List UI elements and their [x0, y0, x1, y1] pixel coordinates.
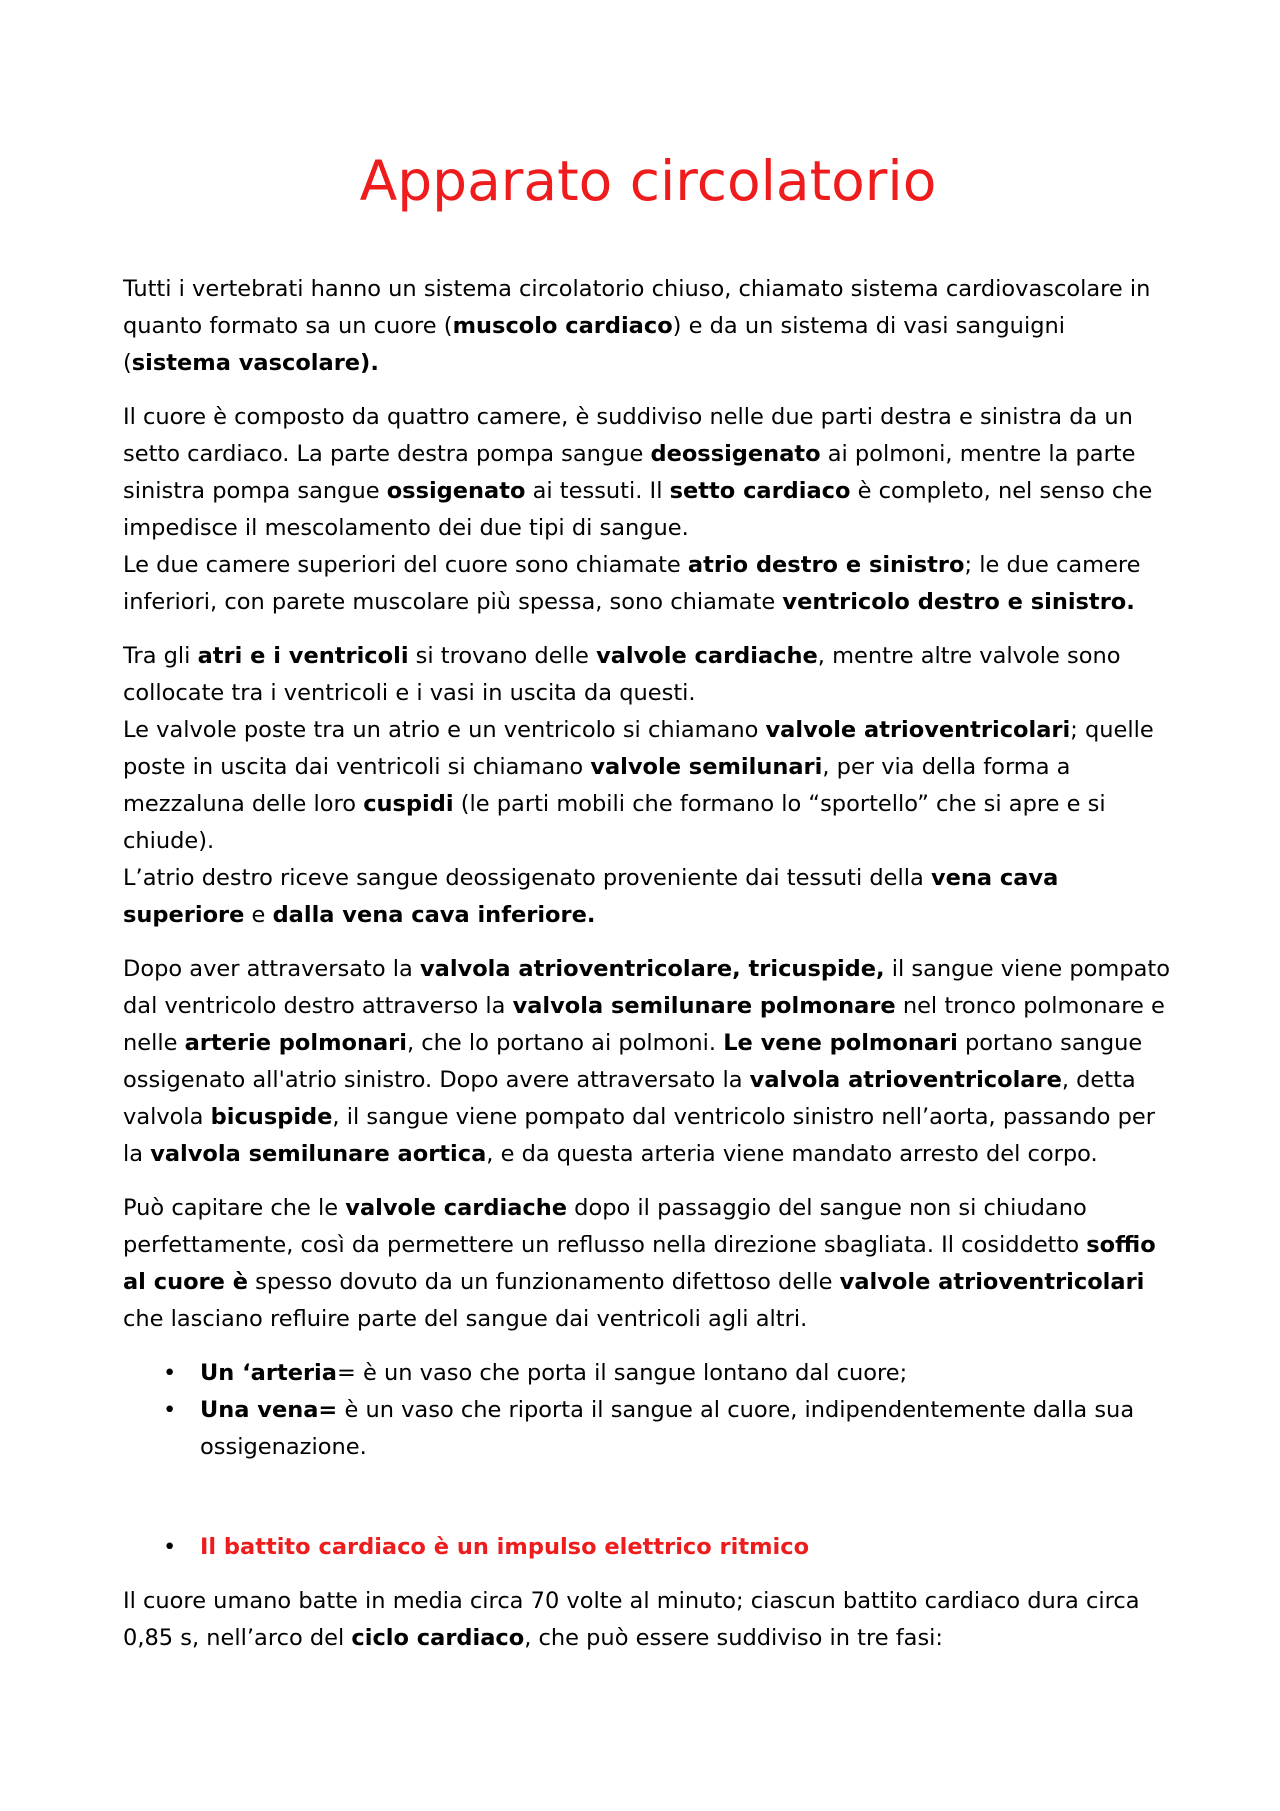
bold-term: valvole atrioventricolari — [765, 717, 1071, 743]
text-run: Le due camere superiori del cuore sono chiamate — [123, 552, 688, 578]
text-run: dopo il passaggio del sangue non si chiudano perfettamente, così da permettere un reflusso nella direzione sbagliata. Il cosiddetto — [123, 1195, 1087, 1258]
text-run: Tutti i vertebrati hanno un sistema circolatorio chiuso, chiamato sistema cardiovascolare in quanto formato sa un cuore ( — [123, 276, 1151, 339]
bold-term: dalla vena cava inferiore. — [272, 902, 596, 928]
section-heading-list — [123, 1529, 1173, 1566]
text-run: spesso dovuto da un funzionamento difettoso delle — [248, 1269, 840, 1295]
text-run: che lasciano refluire parte del sangue dai ventricoli agli altri. — [123, 1306, 808, 1332]
bold-term: ossigenato — [386, 478, 526, 504]
bold-term: arterie polmonari — [184, 1030, 407, 1056]
text-run: L’atrio destro riceve sangue deossigenato proveniente dai tessuti della — [123, 865, 931, 891]
bold-term: cuspidi — [363, 791, 454, 817]
paragraph-heart-structure — [123, 399, 1173, 621]
text-run: Può capitare che le — [123, 1195, 346, 1221]
text-run: Il cuore è composto da quattro camere, è suddiviso nelle due parti destra e sinistra da un setto cardiaco. La parte destra pompa sangue — [123, 404, 1133, 467]
bold-term: valvole cardiache — [596, 643, 818, 669]
list-item — [123, 1392, 1173, 1466]
page-title: Apparato circolatorio — [359, 149, 937, 213]
bold-term: soffio al cuore è — [123, 1232, 1156, 1295]
section-heading — [123, 1529, 1173, 1566]
bold-term: muscolo cardiaco — [452, 313, 673, 339]
bullet-icon: • — [163, 1397, 177, 1423]
definition-list — [123, 1355, 1173, 1466]
bullet-icon: • — [163, 1534, 177, 1560]
paragraph-valves — [123, 638, 1173, 934]
bold-term: Una vena= — [200, 1397, 338, 1423]
paragraph-heartbeat — [123, 1583, 1173, 1657]
bold-term: bicuspide — [210, 1104, 333, 1130]
text-run: , che lo portano ai polmoni. — [407, 1030, 724, 1056]
bold-term: atrio destro e sinistro — [687, 552, 965, 578]
bold-term: Un ‘arteria — [200, 1360, 337, 1386]
bold-term: sistema vascolare). — [131, 350, 379, 376]
text-run: si trovano delle — [408, 643, 597, 669]
paragraph-intro — [123, 271, 1173, 382]
bold-term: valvole atrioventricolari — [839, 1269, 1145, 1295]
text-run: ai tessuti. Il — [525, 478, 670, 504]
bold-term: setto cardiaco — [669, 478, 851, 504]
text-run: il sangue viene pompato dal ventricolo destro attraverso la — [123, 956, 1170, 1019]
bold-term: valvola atrioventricolare, tricuspide, — [419, 956, 885, 982]
paragraph-heart-murmur — [123, 1190, 1173, 1338]
text-run: , detta valvola — [123, 1067, 1136, 1130]
text-run: ) e da un sistema di vasi sanguigni ( — [123, 313, 1065, 376]
bold-term: valvola semilunare aortica — [150, 1141, 487, 1167]
text-run: Le valvole poste tra un atrio e un ventricolo si chiamano — [123, 717, 766, 743]
text-run: , che può essere suddiviso in tre fasi: — [524, 1625, 943, 1651]
text-run: , mentre altre valvole sono collocate tra i ventricoli e i vasi in uscita da questi. — [123, 643, 1121, 706]
text-run: Dopo aver attraversato la — [123, 956, 420, 982]
text-run: ai polmoni, mentre la parte sinistra pompa sangue — [123, 441, 1136, 504]
text-run: è un vaso che riporta il sangue al cuore, indipendentemente dalla sua ossigenazione. — [200, 1397, 1135, 1460]
bold-term: deossigenato — [650, 441, 821, 467]
text-run: portano sangue ossigenato all'atrio sinistro. Dopo avere attraversato la — [123, 1030, 1143, 1093]
paragraph-blood-flow — [123, 951, 1173, 1173]
text-run: ; le due camere inferiori, con parete muscolare più spessa, sono chiamate — [123, 552, 1141, 615]
text-run: = è un vaso che porta il sangue lontano dal cuore; — [336, 1360, 908, 1386]
text-run: Il cuore umano batte in media circa 70 volte al minuto; ciascun battito cardiaco dura circa 0,85 s, nell’arco del — [123, 1588, 1140, 1651]
bold-term: ciclo cardiaco — [351, 1625, 525, 1651]
document-body — [123, 271, 1173, 1674]
bold-term: Le vene polmonari — [723, 1030, 958, 1056]
section-heading-text: Il battito cardiaco è un impulso elettrico ritmico — [200, 1534, 810, 1560]
text-run: , per via della forma a mezzaluna delle loro — [123, 754, 1071, 817]
text-run: e — [244, 902, 273, 928]
bold-term: atri e i ventricoli — [197, 643, 409, 669]
text-run: è completo, nel senso che impedisce il mescolamento dei due tipi di sangue. — [123, 478, 1153, 541]
bold-term: vena cava superiore — [123, 865, 1059, 928]
text-run: , il sangue viene pompato dal ventricolo sinistro nell’aorta, passando per la — [123, 1104, 1155, 1167]
text-run: ; quelle poste in uscita dai ventricoli si chiamano — [123, 717, 1154, 780]
bold-term: ventricolo destro e sinistro. — [782, 589, 1135, 615]
text-run: (le parti mobili che formano lo “sportello” che si apre e si chiude). — [123, 791, 1106, 854]
bullet-icon: • — [163, 1360, 177, 1386]
bold-term: valvola atrioventricolare — [749, 1067, 1062, 1093]
list-item — [123, 1355, 1173, 1392]
bold-term: valvole cardiache — [345, 1195, 568, 1221]
text-run: , e da questa arteria viene mandato arresto del corpo. — [486, 1141, 1098, 1167]
text-run: Tra gli — [123, 643, 198, 669]
text-run: nel tronco polmonare e nelle — [123, 993, 1165, 1056]
bold-term: valvole semilunari — [590, 754, 823, 780]
bold-term: valvola semilunare polmonare — [512, 993, 896, 1019]
